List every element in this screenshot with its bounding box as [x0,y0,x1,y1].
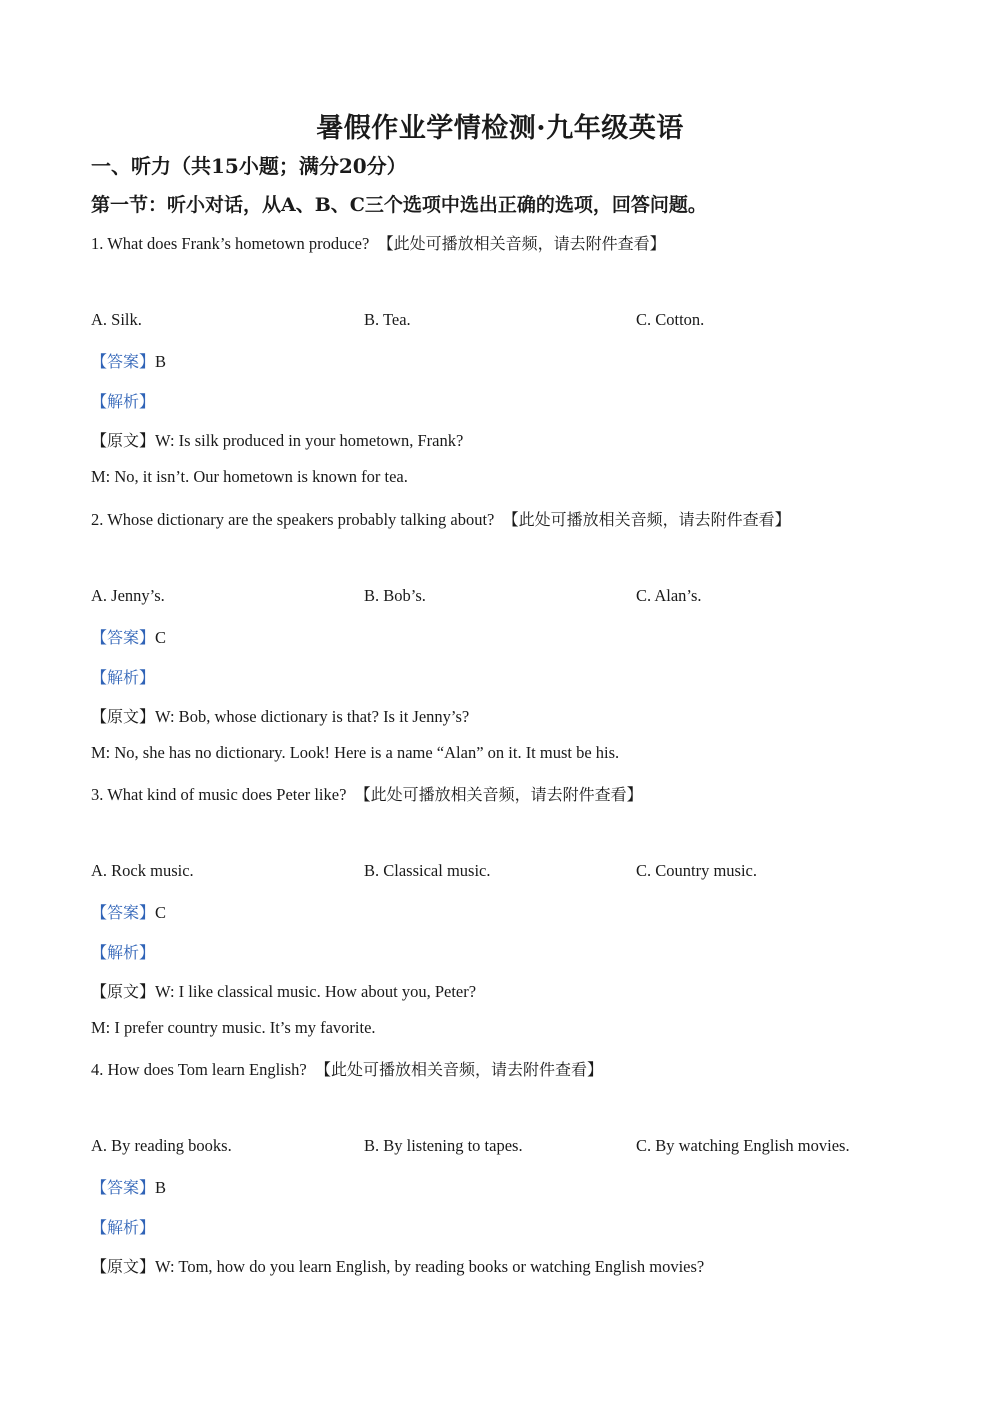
answer-value: B [155,1178,167,1197]
analysis-tag: 【解析】 [91,392,156,411]
transcript-tag: 【原文】 [91,707,156,726]
part-heading: 第一节：听小对话，从A、B、C三个选项中选出正确的选项，回答问题。 [91,194,707,216]
analysis-tag: 【解析】 [91,668,156,687]
option-a: A. Silk. [91,310,142,329]
answer-tag: 【答案】 [91,628,156,647]
answer-line [91,1175,166,1198]
option-c: C. By watching English movies. [636,1136,850,1155]
audio-note: 【此处可播放相关音频，请去附件查看】 [377,234,666,253]
audio-note: 【此处可播放相关音频，请去附件查看】 [354,785,643,804]
option-c: C. Country music. [636,861,758,880]
option-a: A. Rock music. [91,861,194,880]
question-stem: 2. Whose dictionary are the speakers probably talking about? 【此处可播放相关音频，请去附件查看】 [91,510,791,529]
question-block-4 [0,826,1000,1276]
option-b: B. By listening to tapes. [364,1136,523,1155]
question-stem: 3. What kind of music does Peter like? 【此处可播放相关音频，请去附件查看】 [91,785,643,804]
answer-value: B [155,352,167,371]
transcript-tag: 【原文】 [91,1257,156,1276]
analysis-tag: 【解析】 [91,943,156,962]
question-block-2 [0,276,1000,762]
analysis-line [91,1215,155,1238]
audio-note: 【此处可播放相关音频，请去附件查看】 [315,1060,604,1079]
answer-tag: 【答案】 [91,352,156,371]
option-c: C. Cotton. [636,310,705,329]
transcript-line: 【原文】W: Tom, how do you learn English, by reading books or watching English movies? [91,1257,705,1276]
transcript-tag: 【原文】 [91,431,156,450]
option-b: B. Bob’s. [364,586,426,605]
question-stem: 1. What does Frank’s hometown produce? 【此处可播放相关音频，请去附件查看】 [91,234,666,253]
transcript-line: M: No, she has no dictionary. Look! Here is a name “Alan” on it. It must be his. [91,743,620,762]
answer-tag: 【答案】 [91,903,156,922]
analysis-tag: 【解析】 [91,1218,156,1237]
transcript-line: M: No, it isn’t. Our hometown is known for tea. [91,467,408,486]
option-a: A. Jenny’s. [91,586,165,605]
answer-value: C [155,628,167,647]
option-a: A. By reading books. [91,1136,232,1155]
option-b: B. Classical music. [364,861,491,880]
transcript-line: 【原文】W: I like classical music. How about you, Peter? [91,982,477,1001]
audio-note: 【此处可播放相关音频，请去附件查看】 [502,510,791,529]
transcript-line: 【原文】W: Is silk produced in your hometown, Frank? [91,431,464,450]
question-block-3 [0,551,1000,1037]
question-stem: 4. How does Tom learn English? 【此处可播放相关音频，请去附件查看】 [91,1060,604,1079]
answer-tag: 【答案】 [91,1178,156,1197]
section-heading: 一、听力（共15小题；满分20分） [91,154,407,178]
transcript-line: 【原文】W: Bob, whose dictionary is that? Is it Jenny’s? [91,707,470,726]
option-b: B. Tea. [364,310,411,329]
transcript-line: M: I prefer country music. It’s my favorite. [91,1018,376,1037]
question-block-1 [0,0,1000,486]
page-title: 暑假作业学情检测·九年级英语 [316,113,684,144]
transcript-tag: 【原文】 [91,982,156,1001]
answer-value: C [155,903,167,922]
option-c: C. Alan’s. [636,586,702,605]
